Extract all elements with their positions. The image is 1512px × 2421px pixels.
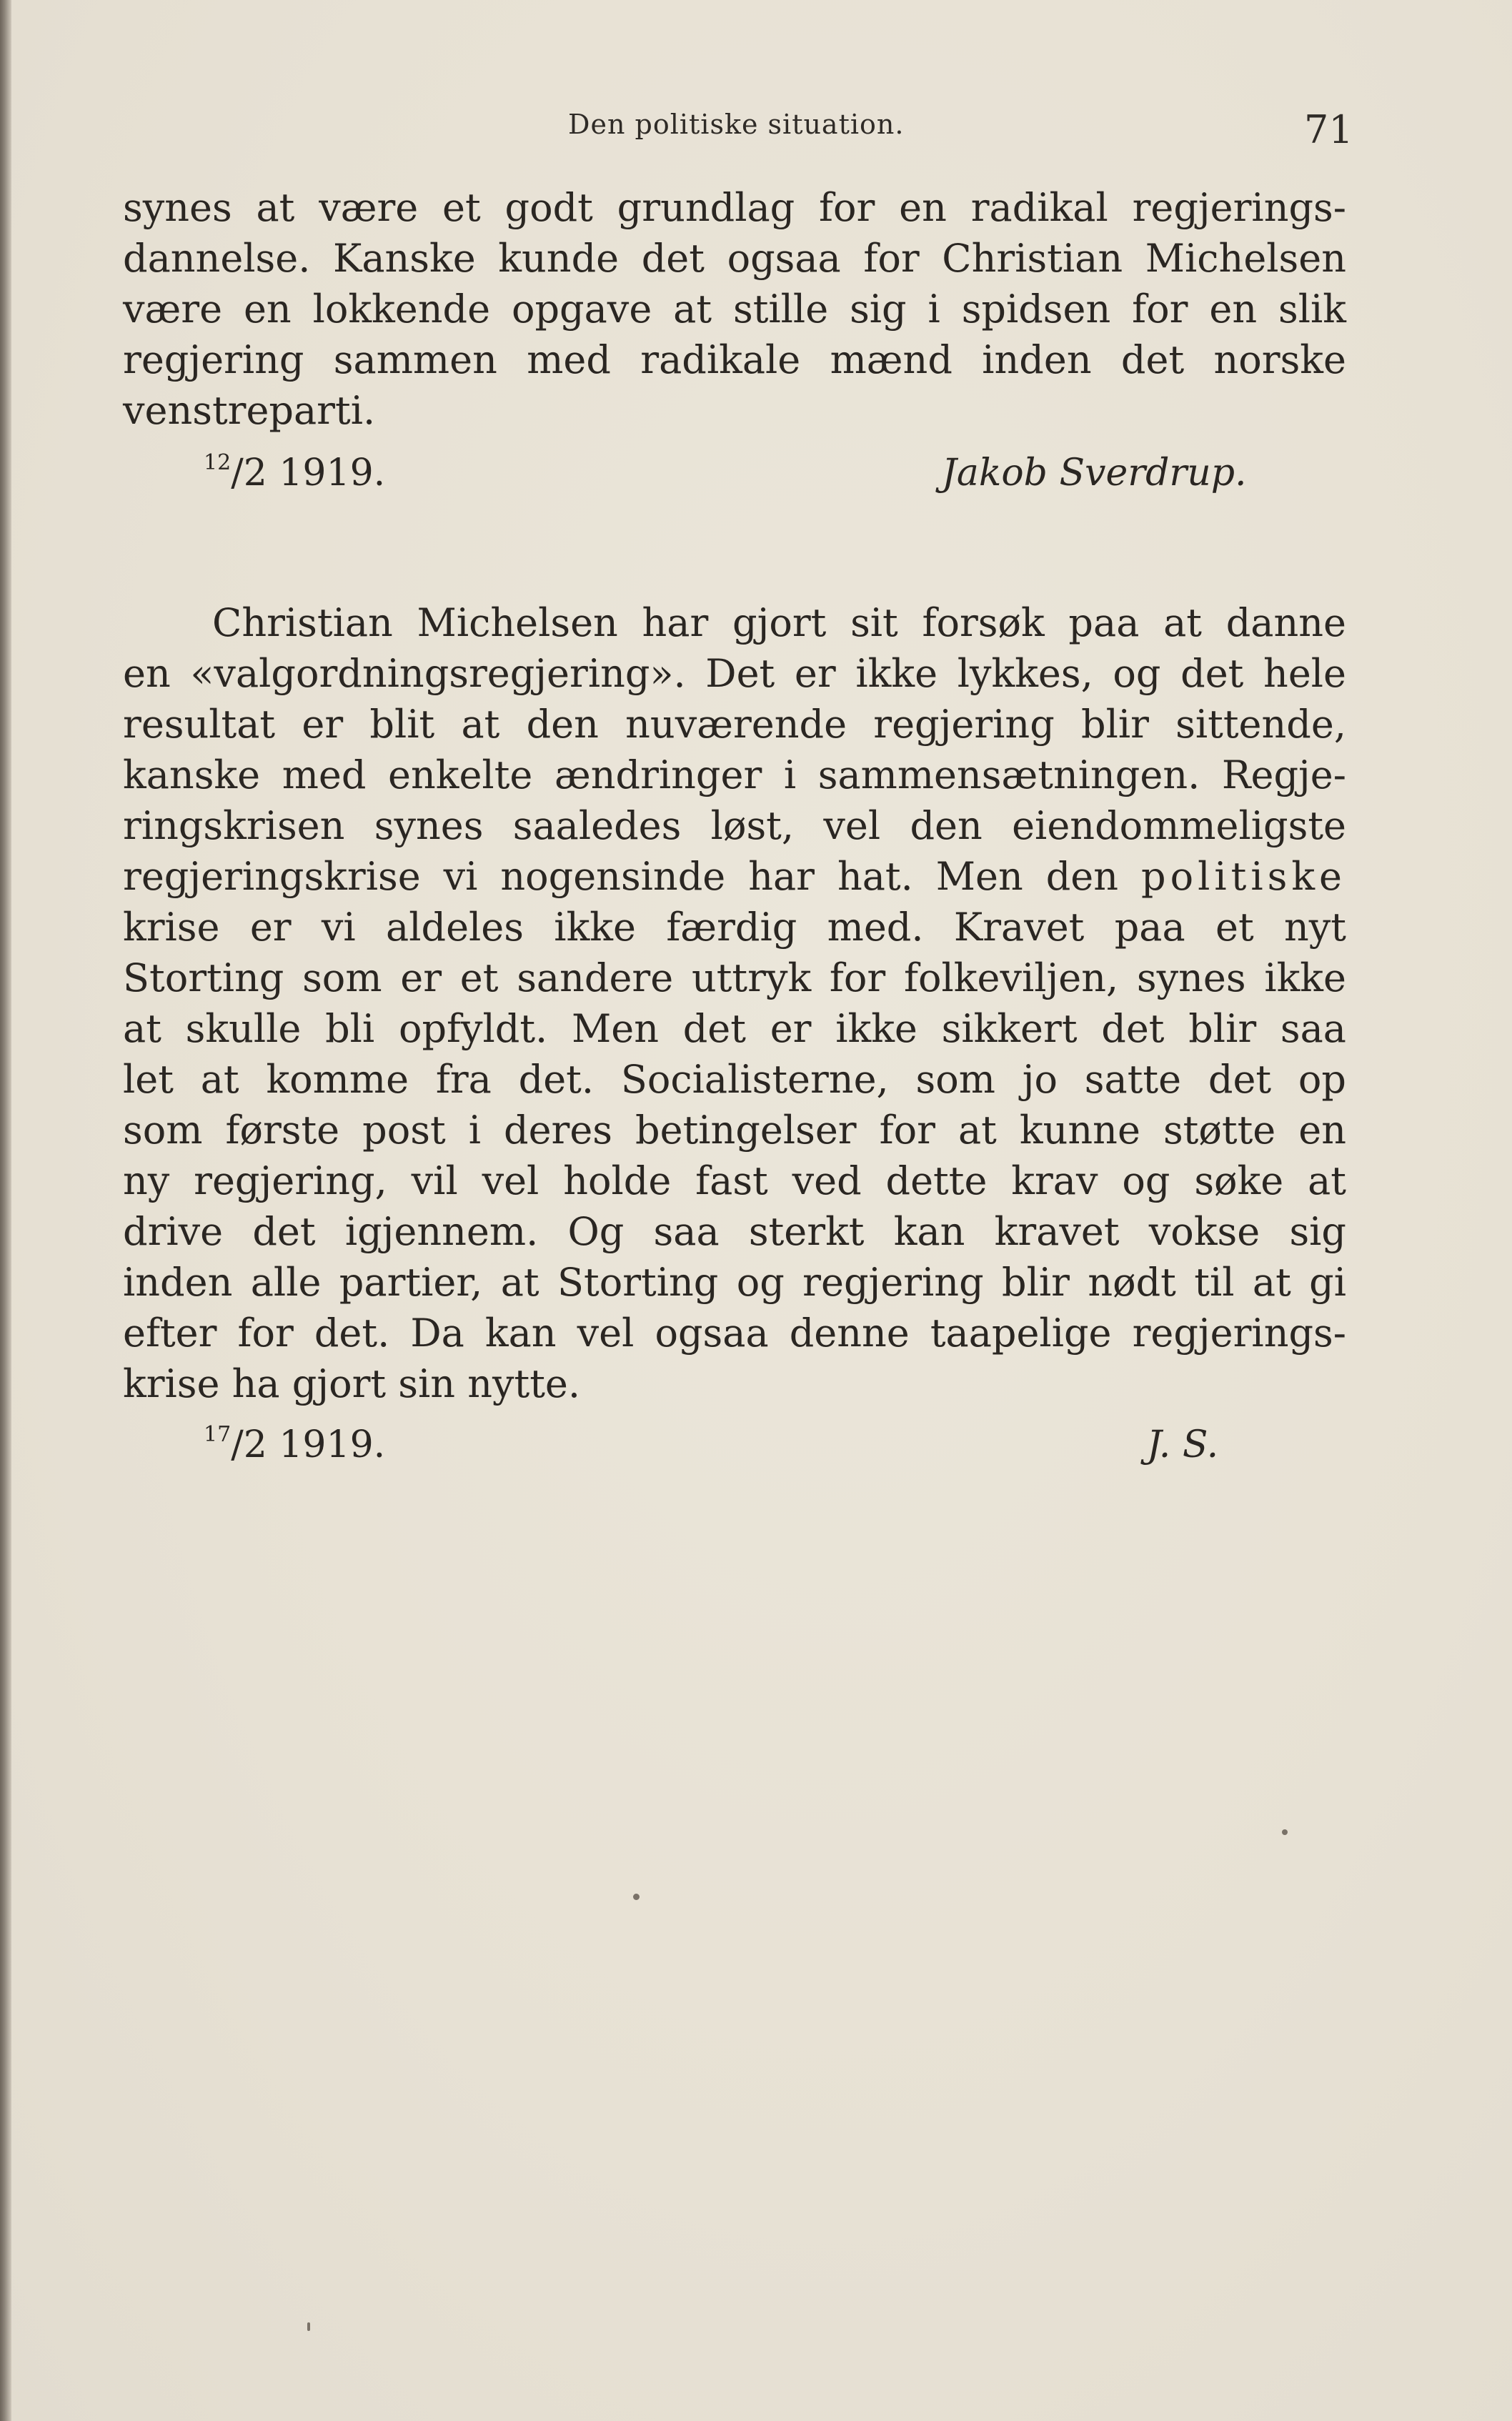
paragraph-1 bbox=[123, 182, 1346, 436]
paper-speck bbox=[1282, 1829, 1288, 1835]
paragraph-line: drive det igjennem. Og saa sterkt kan kravet vokse sig bbox=[123, 1209, 1346, 1254]
date-day: 12 bbox=[204, 450, 232, 475]
paragraph-line: ny regjering, vil vel holde fast ved dette krav og søke at bbox=[123, 1158, 1346, 1203]
paragraph-line: at skulle bli opfyldt. Men det er ikke sikkert det blir saa bbox=[123, 1006, 1346, 1051]
page-number: 71 bbox=[1304, 107, 1353, 152]
paragraph-line: efter for det. Da kan vel ogsaa denne taapelige regjerings- bbox=[123, 1311, 1346, 1356]
paragraph-line: kanske med enkelte ændringer i sammensætningen. Regje- bbox=[123, 752, 1346, 797]
date-year: 1919. bbox=[279, 452, 386, 494]
paragraph-line: regjeringskrise vi nogensinde har hat. Men den bbox=[123, 854, 1119, 899]
dateline-1 bbox=[204, 450, 385, 494]
paper-speck bbox=[633, 1894, 640, 1900]
paragraph-line: inden alle partier, at Storting og regjering blir nødt til at gi bbox=[123, 1260, 1346, 1305]
paragraph-line: synes at være et godt grundlag for en radikal regjerings- bbox=[123, 185, 1346, 230]
date-day: 17 bbox=[204, 1422, 232, 1447]
paragraph-2 bbox=[123, 597, 1346, 1409]
paragraph-line: ringskrisen synes saaledes løst, vel den eiendommeligste bbox=[123, 803, 1346, 848]
paragraph-line: Storting som er et sandere uttryk for folkeviljen, synes ikke bbox=[123, 955, 1346, 1000]
page-spine-edge bbox=[0, 0, 11, 2421]
running-title: Den politiske situation. bbox=[568, 109, 905, 140]
paper-speck bbox=[307, 2322, 310, 2331]
signature-1: Jakob Sverdrup. bbox=[942, 452, 1247, 494]
paragraph-line: krise ha gjort sin nytte. bbox=[123, 1361, 581, 1406]
signature-2: J. S. bbox=[1147, 1423, 1219, 1466]
paragraph-line: krise er vi aldeles ikke færdig med. Kravet paa et nyt bbox=[123, 905, 1346, 950]
dateline-2 bbox=[204, 1422, 385, 1466]
paragraph-line: venstreparti. bbox=[123, 388, 376, 433]
paragraph-line-with-emphasis bbox=[123, 851, 1346, 902]
paragraph-line: dannelse. Kanske kunde det ogsaa for Christian Michelsen bbox=[123, 236, 1346, 281]
paragraph-line: regjering sammen med radikale mænd inden det norske bbox=[123, 337, 1346, 382]
paragraph-line: være en lokkende opgave at stille sig i spidsen for en slik bbox=[123, 287, 1346, 332]
paragraph-line: en «valgordningsregjering». Det er ikke lykkes, og det hele bbox=[123, 651, 1346, 696]
paragraph-line: resultat er blit at den nuværende regjering blir sittende, bbox=[123, 702, 1346, 747]
date-month: /2 bbox=[231, 1423, 267, 1466]
paragraph-line: som første post i deres betingelser for at kunne støtte en bbox=[123, 1108, 1346, 1153]
spaced-emphasis-word: politiske bbox=[1141, 854, 1346, 899]
date-year: 1919. bbox=[279, 1423, 386, 1466]
paragraph-line: let at komme fra det. Socialisterne, som jo satte det op bbox=[123, 1057, 1346, 1102]
paragraph-line: Christian Michelsen har gjort sit forsøk paa at danne bbox=[212, 600, 1346, 645]
date-month: /2 bbox=[231, 452, 267, 494]
